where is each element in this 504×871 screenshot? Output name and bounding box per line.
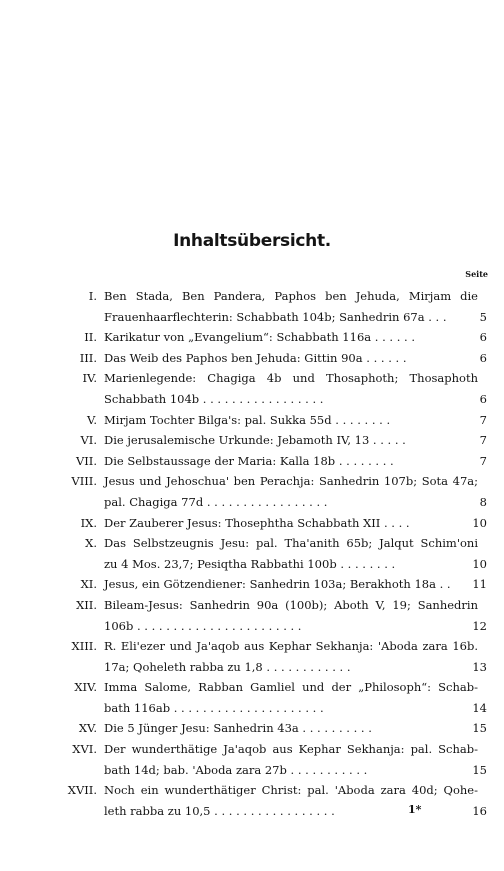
toc-entry-text: Das Weib des Paphos ben Jehuda: Gittin 90a . . . . . .	[104, 350, 407, 365]
toc-line	[0, 554, 504, 575]
toc-page-number: 13	[472, 659, 487, 674]
toc-line	[0, 780, 504, 801]
toc-line	[0, 677, 504, 698]
toc-entry	[0, 348, 504, 369]
toc-entry-number: XIII.	[71, 639, 97, 654]
toc-entry-text: 17a; Qoheleth rabba zu 1,8 . . . . . . . . . . . .	[104, 659, 351, 674]
toc-entry-text: Schabbath 104b . . . . . . . . . . . . . . . . .	[104, 391, 324, 406]
toc-entry-number: I.	[88, 289, 97, 303]
toc-entry-number: IV.	[82, 371, 97, 386]
toc-entry	[0, 739, 504, 780]
toc-line	[0, 636, 504, 657]
toc-entry-text: Die jerusalemische Urkunde: Jebamoth IV, 13 . . . . .	[104, 433, 406, 448]
toc-entry-number: II.	[84, 330, 97, 345]
toc-entry-text: pal. Chagiga 77d . . . . . . . . . . . . . . . . .	[104, 494, 328, 509]
toc-entry-text: Das Selbstzeugnis Jesu: pal. Tha'anith 65b; Jalqut Schim'oni	[104, 536, 478, 551]
toc-page-number: 8	[479, 494, 487, 509]
table-of-contents	[0, 286, 504, 821]
toc-entry	[0, 451, 504, 472]
toc-line	[0, 389, 504, 410]
signature-mark: 1*	[408, 803, 422, 816]
toc-entry	[0, 533, 504, 574]
toc-entry-number: X.	[85, 536, 97, 551]
toc-entry-text: 106b . . . . . . . . . . . . . . . . . . . . . . .	[104, 618, 302, 633]
toc-entry-text: bath 116ab . . . . . . . . . . . . . . . . . . . . .	[104, 700, 324, 715]
toc-page-number: 15	[472, 721, 487, 736]
toc-entry-number: XV.	[78, 721, 97, 736]
toc-entry-text: Jesus und Jehoschua' ben Perachja: Sanhedrin 107b; Sota 47a;	[104, 474, 478, 489]
toc-line	[0, 513, 504, 534]
toc-entry	[0, 636, 504, 677]
toc-page-number: 5	[479, 309, 487, 324]
toc-line	[0, 616, 504, 637]
toc-page-number: 14	[472, 700, 487, 715]
toc-entry-text: Marienlegende: Chagiga 4b und Thosaphoth; Thosaphoth	[104, 371, 478, 386]
toc-entry-text: Der wunderthätige Ja'aqob aus Kephar Sekhanja: pal. Schab-	[104, 742, 478, 757]
toc-entry-text: Der Zauberer Jesus: Thosephtha Schabbath XII . . . .	[104, 515, 410, 530]
toc-entry-text: Mirjam Tochter Bilga's: pal. Sukka 55d . . . . . . . .	[104, 412, 391, 427]
toc-page-number: 6	[479, 350, 487, 365]
toc-page-number: 7	[479, 412, 487, 427]
toc-line	[0, 718, 504, 739]
toc-page-number: 6	[479, 330, 487, 345]
toc-entry-number: V.	[87, 412, 97, 427]
toc-entry	[0, 430, 504, 451]
toc-line	[0, 801, 504, 822]
toc-entry-number: XI.	[80, 577, 97, 592]
toc-entry-text: Frauenhaarflechterin: Schabbath 104b; Sanhedrin 67a . . .	[104, 309, 447, 324]
toc-line	[0, 492, 504, 513]
toc-line	[0, 739, 504, 760]
toc-entry-text: Ben Stada, Ben Pandera, Paphos ben Jehuda, Mirjam die	[104, 289, 478, 303]
toc-line	[0, 657, 504, 678]
toc-entry-number: XIV.	[74, 680, 97, 695]
toc-line	[0, 348, 504, 369]
toc-entry-text: Jesus, ein Götzendiener: Sanhedrin 103a; Berakhoth 18a . .	[104, 577, 451, 592]
toc-page-number: 7	[479, 453, 487, 468]
toc-entry-text: leth rabba zu 10,5 . . . . . . . . . . . . . . . . .	[104, 803, 335, 818]
toc-entry	[0, 574, 504, 595]
toc-entry-text: Bileam-Jesus: Sanhedrin 90a (100b); Aboth V, 19; Sanhedrin	[104, 597, 478, 612]
toc-entry	[0, 677, 504, 718]
toc-entry	[0, 368, 504, 409]
toc-line	[0, 430, 504, 451]
toc-entry-number: IX.	[80, 515, 97, 530]
toc-entry-number: VI.	[80, 433, 97, 448]
toc-entry	[0, 471, 504, 512]
toc-line	[0, 410, 504, 431]
toc-entry	[0, 286, 504, 327]
toc-entry-text: Die 5 Jünger Jesu: Sanhedrin 43a . . . . . . . . . .	[104, 721, 372, 736]
toc-entry-number: XVII.	[67, 783, 97, 798]
toc-line	[0, 533, 504, 554]
toc-entry-number: III.	[79, 350, 97, 365]
toc-line	[0, 368, 504, 389]
toc-line	[0, 760, 504, 781]
toc-page-number: 7	[479, 433, 487, 448]
toc-line	[0, 286, 504, 307]
toc-line	[0, 698, 504, 719]
toc-entry-number: VIII.	[71, 474, 97, 489]
toc-entry	[0, 410, 504, 431]
toc-entry-text: bath 14d; bab. 'Aboda zara 27b . . . . . . . . . . .	[104, 762, 368, 777]
toc-page-number: 10	[472, 515, 487, 530]
toc-entry-text: Die Selbstaussage der Maria: Kalla 18b . . . . . . . .	[104, 453, 394, 468]
toc-page-number: 6	[479, 391, 487, 406]
toc-entry-number: XII.	[76, 597, 97, 612]
toc-entry-number: XVI.	[72, 742, 97, 757]
toc-entry-text: Imma Salome, Rabban Gamliel und der „Philosoph“: Schab-	[104, 680, 478, 695]
toc-entry-number: VII.	[75, 453, 97, 468]
toc-line	[0, 327, 504, 348]
toc-entry	[0, 595, 504, 636]
toc-page-number: 15	[472, 762, 487, 777]
toc-entry	[0, 780, 504, 821]
toc-line	[0, 595, 504, 616]
seite-column-label: Seite	[465, 269, 488, 279]
toc-line	[0, 451, 504, 472]
toc-entry-text: R. Eli'ezer und Ja'aqob aus Kephar Sekhanja: 'Aboda zara 16b.	[104, 639, 478, 654]
toc-line	[0, 574, 504, 595]
toc-entry	[0, 718, 504, 739]
toc-entry-text: zu 4 Mos. 23,7; Pesiqtha Rabbathi 100b . . . . . . . .	[104, 556, 396, 571]
toc-page-number: 10	[472, 556, 487, 571]
toc-entry	[0, 513, 504, 534]
toc-page-number: 12	[472, 618, 487, 633]
page-title: Inhaltsübersicht.	[173, 231, 331, 251]
toc-page-number: 11	[472, 577, 487, 592]
toc-entry	[0, 327, 504, 348]
toc-line	[0, 307, 504, 328]
toc-page-number: 16	[472, 803, 487, 818]
toc-line	[0, 471, 504, 492]
toc-entry-text: Karikatur von „Evangelium“: Schabbath 116a . . . . . .	[104, 330, 415, 345]
toc-entry-text: Noch ein wunderthätiger Christ: pal. 'Aboda zara 40d; Qohe-	[104, 783, 478, 798]
